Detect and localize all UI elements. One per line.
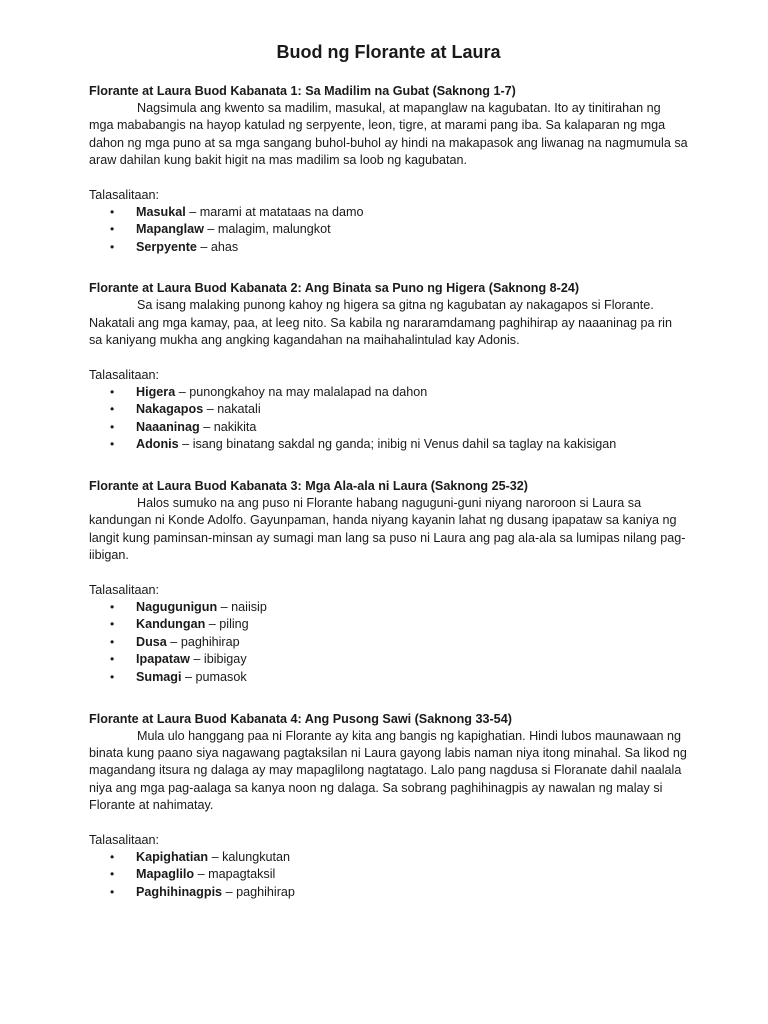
vocabulary-item bbox=[110, 384, 688, 402]
bullet-icon: • bbox=[110, 222, 115, 237]
vocabulary-definition: nakatali bbox=[217, 402, 261, 417]
term-separator: – bbox=[178, 437, 193, 452]
vocabulary-term: Ipapataw bbox=[136, 652, 190, 667]
term-separator: – bbox=[175, 384, 190, 399]
vocabulary-term: Kapighatian bbox=[136, 849, 209, 864]
vocabulary-label: Talasalitaan: bbox=[89, 187, 160, 202]
chapter-summary: Nagsimula ang kwento sa madilim, masukal, at mapanglaw na kagubatan. Ito ay tinitirahan ng mga mababangis na hayop katulad ng serpyente, leon, tigre, at marami pang iba. Sa kalaparan ng mga dahon ng mga puno at sa mga sangang buhol-buhol ay hindi na makapasok ang liwanag na nagmumula sa araw dahilan kung bakit higit na mas madilim sa loob ng kagubatan. bbox=[89, 101, 688, 168]
vocabulary-list bbox=[89, 204, 688, 257]
bullet-icon: • bbox=[110, 617, 115, 632]
vocabulary-item bbox=[110, 669, 688, 687]
vocabulary-item bbox=[110, 866, 688, 884]
chapter-section-1 bbox=[89, 83, 688, 256]
vocabulary-item bbox=[110, 616, 688, 634]
chapter-section-3 bbox=[89, 478, 688, 687]
document-title: Buod ng Florante at Laura bbox=[276, 42, 501, 62]
vocabulary-definition: ibibigay bbox=[203, 652, 247, 667]
vocabulary-item bbox=[110, 436, 688, 454]
bullet-icon: • bbox=[110, 402, 115, 417]
bullet-icon: • bbox=[110, 599, 115, 614]
vocabulary-definition: piling bbox=[219, 617, 249, 632]
vocabulary-term: Masukal bbox=[136, 204, 186, 219]
vocabulary-definition: kalungkutan bbox=[222, 849, 291, 864]
vocabulary-definition: malagim, malungkot bbox=[217, 222, 331, 237]
vocabulary-term: Paghihinagpis bbox=[136, 884, 223, 899]
vocabulary-item bbox=[110, 419, 688, 437]
term-separator: – bbox=[166, 634, 181, 649]
vocabulary-item bbox=[110, 849, 688, 867]
term-separator: – bbox=[199, 419, 214, 434]
vocabulary-term: Adonis bbox=[136, 437, 179, 452]
vocabulary-term: Mapanglaw bbox=[136, 222, 204, 237]
vocabulary-list bbox=[89, 599, 688, 687]
bullet-icon: • bbox=[110, 884, 115, 899]
vocabulary-term: Kandungan bbox=[136, 617, 206, 632]
chapter-summary: Mula ulo hanggang paa ni Florante ay kita ang bangis ng kapighatian. Hindi lubos maunawaan ng binata kung paano siya nagawang pagtaksilan ni Laura gayong labis naman niya itong minahal. Sa likod ng magandang itsura ng dalaga ay may mapaglilong nagtatago. Lalo pang nagdusa si Floranate dahil naalala niya ang mga pag-aalaga sa kanya noon ng dalaga. Sa sobrang paghihinagpis ay nawalan ng malay si Florante at nahimatay. bbox=[89, 728, 687, 813]
term-separator: – bbox=[203, 222, 218, 237]
chapter-summary: Sa isang malaking punong kahoy ng higera sa gitna ng kagubatan ay nakagapos si Florante. Nakatali ang mga kamay, paa, at leeg nito. Sa kabila ng nararamdamang paghihirap ay naaaninag pa rin sa kaniyang mukha ang angking kagandahan na maihahalintulad kay Adonis. bbox=[89, 298, 672, 348]
chapter-section-2 bbox=[89, 280, 688, 454]
term-separator: – bbox=[205, 617, 220, 632]
vocabulary-list bbox=[89, 849, 688, 902]
vocabulary-definition: punongkahoy na may malalapad na dahon bbox=[189, 384, 428, 399]
chapter-heading: Florante at Laura Buod Kabanata 4: Ang Pusong Sawi (Saknong 33-54) bbox=[89, 711, 512, 726]
bullet-icon: • bbox=[110, 634, 115, 649]
vocabulary-label: Talasalitaan: bbox=[89, 367, 160, 382]
term-separator: – bbox=[222, 884, 237, 899]
vocabulary-item bbox=[110, 651, 688, 669]
vocabulary-item bbox=[110, 599, 688, 617]
term-separator: – bbox=[203, 402, 218, 417]
chapter-section-4 bbox=[89, 711, 688, 902]
term-separator: – bbox=[181, 670, 196, 684]
vocabulary-label: Talasalitaan: bbox=[89, 832, 160, 847]
bullet-icon: • bbox=[110, 437, 115, 452]
vocabulary-definition: ahas bbox=[210, 239, 239, 254]
term-separator: – bbox=[194, 867, 209, 882]
vocabulary-term: Naaaninag bbox=[136, 419, 200, 434]
bullet-icon: • bbox=[110, 867, 115, 882]
vocabulary-term: Nagugunigun bbox=[136, 599, 218, 614]
vocabulary-definition: naiisip bbox=[231, 599, 267, 614]
term-separator: – bbox=[185, 204, 200, 219]
bullet-icon: • bbox=[110, 239, 115, 254]
vocabulary-definition: isang binatang sakdal ng ganda; inibig ni Venus dahil sa taglay na kakisigan bbox=[192, 437, 617, 452]
term-separator: – bbox=[208, 849, 223, 864]
bullet-icon: • bbox=[110, 652, 115, 667]
vocabulary-definition: mapagtaksil bbox=[208, 867, 276, 882]
vocabulary-label: Talasalitaan: bbox=[89, 582, 160, 597]
bullet-icon: • bbox=[110, 419, 115, 434]
chapter-heading: Florante at Laura Buod Kabanata 2: Ang Binata sa Puno ng Higera (Saknong 8-24) bbox=[89, 281, 580, 296]
bullet-icon: • bbox=[110, 384, 115, 399]
bullet-icon: • bbox=[110, 670, 115, 684]
vocabulary-item bbox=[110, 204, 688, 222]
term-separator: – bbox=[196, 239, 211, 254]
chapter-heading: Florante at Laura Buod Kabanata 3: Mga Ala-ala ni Laura (Saknong 25-32) bbox=[89, 479, 529, 493]
term-separator: – bbox=[189, 652, 204, 667]
chapter-heading: Florante at Laura Buod Kabanata 1: Sa Madilim na Gubat (Saknong 1-7) bbox=[89, 84, 516, 98]
vocabulary-definition: marami at matataas na damo bbox=[199, 204, 364, 219]
vocabulary-term: Nakagapos bbox=[136, 402, 204, 417]
vocabulary-item bbox=[110, 884, 688, 902]
vocabulary-definition: pumasok bbox=[195, 670, 247, 684]
vocabulary-definition: paghihirap bbox=[180, 634, 240, 649]
vocabulary-list bbox=[89, 384, 688, 454]
vocabulary-item bbox=[110, 239, 688, 257]
bullet-icon: • bbox=[110, 204, 115, 219]
chapter-summary: Halos sumuko na ang puso ni Florante habang naguguni-guni niyang naroroon si Laura sa kandungan ni Konde Adolfo. Gayunpaman, handa niyang kayanin lahat ng dusang ipapataw sa kaniya ng langit kung paminsan-minsan ay sumagi man lang sa puso ni Laura ang pag ala-ala sa lumipas nilang pag-iibigan. bbox=[89, 496, 686, 563]
vocabulary-definition: paghihirap bbox=[236, 884, 295, 899]
vocabulary-item bbox=[110, 634, 688, 652]
vocabulary-term: Mapaglilo bbox=[136, 867, 195, 882]
vocabulary-item bbox=[110, 401, 688, 419]
vocabulary-term: Dusa bbox=[136, 634, 167, 649]
vocabulary-term: Higera bbox=[136, 384, 176, 399]
vocabulary-term: Sumagi bbox=[136, 670, 182, 684]
vocabulary-item bbox=[110, 221, 688, 239]
term-separator: – bbox=[217, 599, 232, 614]
vocabulary-definition: nakikita bbox=[213, 419, 257, 434]
bullet-icon: • bbox=[110, 849, 115, 864]
vocabulary-term: Serpyente bbox=[136, 239, 197, 254]
